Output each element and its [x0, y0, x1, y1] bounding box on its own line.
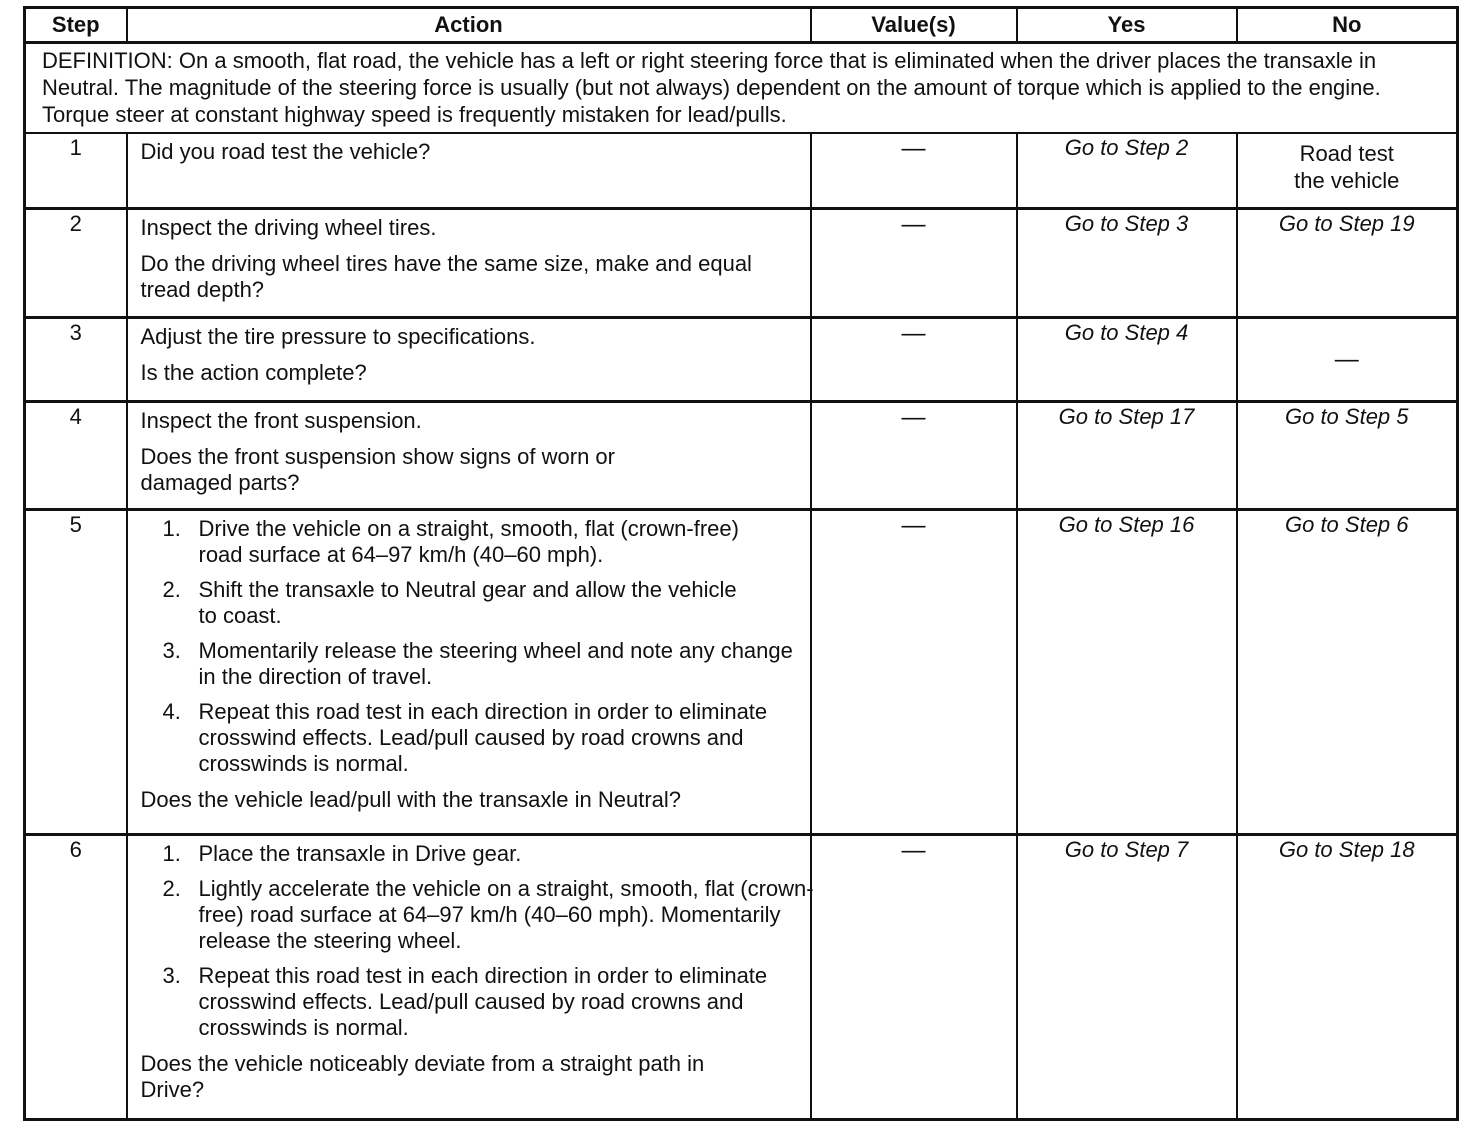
step-number: 5	[25, 510, 127, 835]
list-text: Momentarily release the steering wheel and note any change in the direction of travel.	[198, 638, 793, 689]
yes-goto: Go to Step 7	[1064, 837, 1189, 862]
list-number: 3.	[162, 963, 181, 988]
action-cell	[127, 402, 811, 510]
header-no: No	[1237, 8, 1458, 43]
action-text: Did you road test the vehicle?	[140, 139, 431, 164]
yes-cell	[1017, 318, 1237, 402]
definition-row	[25, 43, 1458, 134]
value-cell: —	[811, 209, 1017, 318]
step-number: 2	[25, 209, 127, 318]
no-cell	[1237, 133, 1458, 209]
list-text: Repeat this road test in each direction in order to eliminate crosswind effects. Lead/pull caused by road crowns and crosswinds is normal.	[198, 699, 768, 776]
table-row	[25, 209, 1458, 318]
definition-text: DEFINITION: On a smooth, flat road, the vehicle has a left or right steering force that is eliminated when the driver places the transaxle in Neutral. The magnitude of the steering force is usually (but not always) dependent on the amount of torque which is applied to the engine. Torque steer at constant highway speed is frequently mistaken for lead/pulls.	[25, 43, 1458, 134]
no-cell	[1237, 510, 1458, 835]
yes-cell	[1017, 133, 1237, 209]
yes-goto: Go to Step 17	[1058, 404, 1195, 429]
table-row	[25, 318, 1458, 402]
no-text: Road test the vehicle	[1294, 141, 1400, 193]
list-text: Repeat this road test in each direction in order to eliminate crosswind effects. Lead/pull caused by road crowns and crosswinds is normal.	[198, 963, 768, 1040]
header-action: Action	[127, 8, 811, 43]
step-number: 4	[25, 402, 127, 510]
list-number: 1.	[162, 516, 181, 541]
action-question: Does the vehicle noticeably deviate from a straight path in Drive?	[140, 1051, 705, 1102]
action-question: Do the driving wheel tires have the same size, make and equal tread depth?	[140, 251, 752, 302]
list-number: 4.	[162, 699, 181, 724]
action-text: Adjust the tire pressure to specifications.	[140, 324, 536, 349]
list-item	[141, 577, 739, 629]
action-question: Does the vehicle lead/pull with the transaxle in Neutral?	[140, 787, 682, 812]
list-number: 1.	[162, 841, 181, 866]
no-cell: —	[1237, 318, 1458, 402]
value-cell: —	[811, 318, 1017, 402]
action-cell	[127, 133, 811, 209]
action-cell	[127, 510, 811, 835]
list-text: Place the transaxle in Drive gear.	[198, 841, 522, 866]
value-cell: —	[811, 510, 1017, 835]
yes-goto: Go to Step 2	[1064, 135, 1189, 160]
list-number: 3.	[162, 638, 181, 663]
table-row	[25, 133, 1458, 209]
yes-cell	[1017, 209, 1237, 318]
list-item	[141, 516, 759, 568]
header-step: Step	[25, 8, 127, 43]
diagnostic-table	[23, 6, 1459, 1121]
list-item	[141, 841, 800, 867]
yes-cell	[1017, 835, 1237, 1120]
step-number: 3	[25, 318, 127, 402]
no-cell	[1237, 209, 1458, 318]
list-text: Drive the vehicle on a straight, smooth, flat (crown-free) road surface at 64–97 km/h (40–60 mph).	[198, 516, 739, 567]
table-row	[25, 402, 1458, 510]
action-cell	[127, 835, 814, 1120]
action-cell	[127, 209, 811, 318]
list-item	[141, 876, 839, 954]
procedure-list	[141, 841, 814, 1041]
step-number: 1	[25, 133, 127, 209]
no-goto: Go to Step 5	[1284, 404, 1409, 429]
action-question: Is the action complete?	[140, 360, 367, 385]
no-cell	[1237, 835, 1458, 1120]
no-goto: Go to Step 6	[1284, 512, 1409, 537]
action-text: Inspect the front suspension.	[140, 408, 422, 433]
yes-goto: Go to Step 16	[1058, 512, 1195, 537]
yes-goto: Go to Step 4	[1064, 320, 1189, 345]
no-goto: Go to Step 19	[1278, 211, 1415, 236]
yes-goto: Go to Step 3	[1064, 211, 1189, 236]
value-cell: —	[811, 133, 1017, 209]
yes-cell	[1017, 510, 1237, 835]
action-question: Does the front suspension show signs of worn or damaged parts?	[140, 444, 615, 495]
header-values: Value(s)	[811, 8, 1017, 43]
value-cell: —	[811, 402, 1017, 510]
header-row	[25, 8, 1458, 43]
list-item	[141, 638, 809, 690]
list-number: 2.	[162, 876, 181, 901]
table-row	[25, 835, 1458, 1120]
value-cell: —	[811, 835, 1017, 1120]
no-cell	[1237, 402, 1458, 510]
action-text: Inspect the driving wheel tires.	[140, 215, 437, 240]
procedure-list	[141, 516, 800, 777]
list-item	[141, 699, 819, 777]
list-text: Shift the transaxle to Neutral gear and allow the vehicle to coast.	[198, 577, 737, 628]
list-text: Lightly accelerate the vehicle on a straight, smooth, flat (crown-free) road surface at 64–97 km/h (40–60 mph). Momentarily release the steering wheel.	[198, 876, 814, 953]
yes-cell	[1017, 402, 1237, 510]
header-yes: Yes	[1017, 8, 1237, 43]
list-number: 2.	[162, 577, 181, 602]
table-row	[25, 510, 1458, 835]
step-number: 6	[25, 835, 127, 1120]
action-cell	[127, 318, 811, 402]
list-item	[141, 963, 819, 1041]
no-goto: Go to Step 18	[1278, 837, 1415, 862]
